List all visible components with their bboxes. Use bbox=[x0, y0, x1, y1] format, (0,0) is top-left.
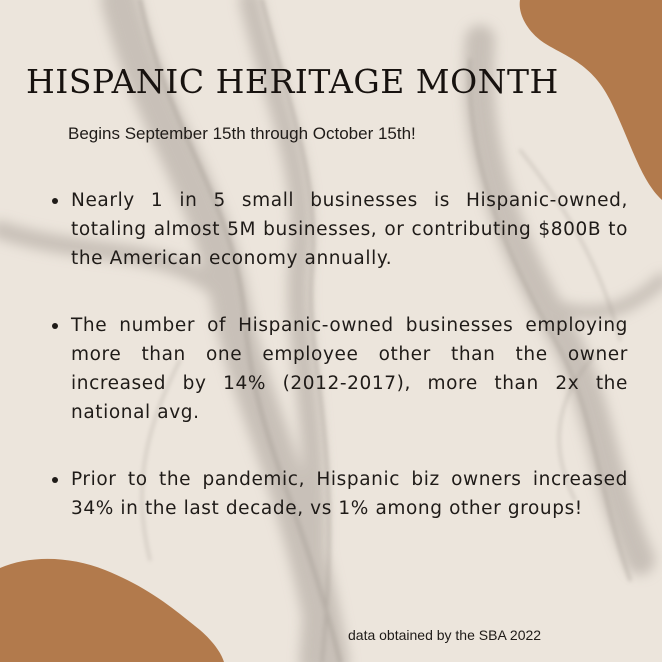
page-title: HISPANIC HERITAGE MONTH bbox=[26, 62, 559, 101]
fact-item bbox=[50, 186, 628, 273]
bullet-dot-icon bbox=[52, 198, 58, 204]
subtitle: Begins September 15th through October 15th! bbox=[68, 124, 416, 143]
fact-text: The number of Hispanic-owned businesses employing more than one employee other than the owner increased by 14% (2012-2017), more than 2x the national avg. bbox=[71, 315, 628, 423]
bullet-dot-icon bbox=[52, 323, 58, 329]
bullet-dot-icon bbox=[52, 477, 58, 483]
fact-list bbox=[50, 186, 628, 561]
fact-text: Nearly 1 in 5 small businesses is Hispanic-owned, totaling almost 5M businesses, or contributing $800B to the American economy annually. bbox=[71, 190, 628, 269]
source-note: data obtained by the SBA 2022 bbox=[348, 627, 542, 643]
fact-item bbox=[50, 311, 628, 427]
fact-item bbox=[50, 465, 628, 523]
fact-text: Prior to the pandemic, Hispanic biz owners increased 34% in the last decade, vs 1% among other groups! bbox=[71, 469, 628, 519]
